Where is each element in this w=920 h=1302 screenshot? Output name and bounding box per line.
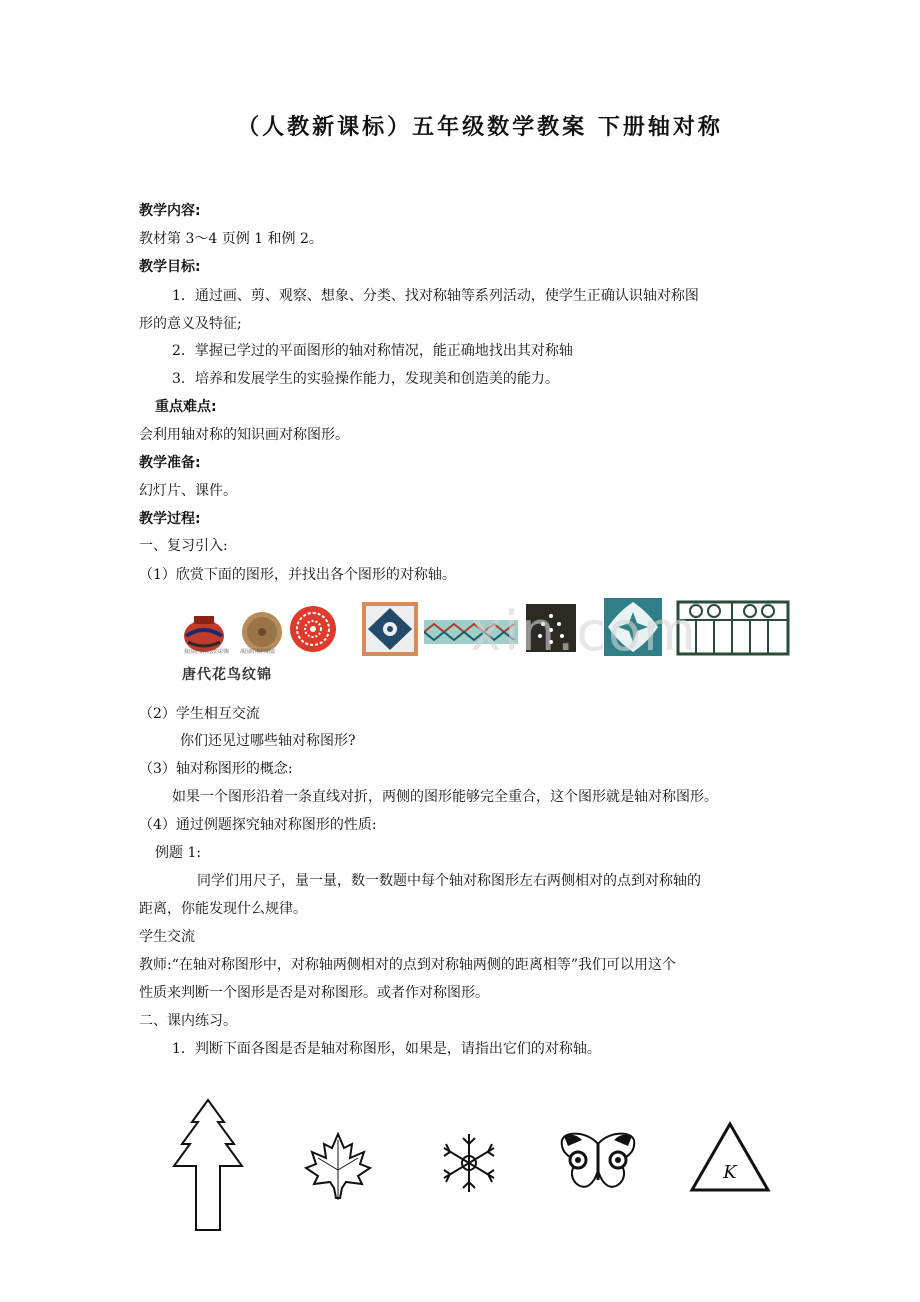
content-text: 教材第 3～4 页例 1 和例 2。 [139,231,323,247]
snowflake-figure [436,1130,502,1196]
butterfly-figure [560,1130,636,1192]
practice-shapes [160,1090,800,1240]
pottery-label: 我国原始社会的彩陶 [184,649,230,655]
triangle-letter: K [723,1162,737,1183]
mirror-label: 战国时期的铜镜 [240,649,276,655]
step-1: （1）欣赏下面的图形，并找出各个图形的对称轴。 [139,567,456,583]
example-1-heading: 例题 1: [155,845,202,861]
goal-3: 3．培养和发展学生的实验操作能力，发现美和创造美的能力。 [172,371,559,387]
key-heading: 重点难点: [155,399,217,415]
triangle-k-figure [688,1120,772,1194]
step-2: （2）学生相互交流 [139,706,260,722]
process-heading: 教学过程: [139,511,201,527]
step-3-definition: 如果一个图形沿着一条直线对折，两侧的图形能够完全重合，这个图形就是轴对称图形。 [172,789,718,805]
tree-arrow-figure [170,1098,246,1234]
example-1-line-b: 距离，你能发现什么规律。 [139,901,307,917]
page-title: （人教新课标）五年级数学教案 下册轴对称 [237,115,723,140]
paper-cut-image [288,604,338,654]
content-heading: 教学内容: [139,203,201,219]
goal-1-line-b: 形的意义及特征; [139,316,242,332]
review-heading: 一、复习引入: [139,538,228,554]
goals-heading: 教学目标: [139,259,201,275]
student-exchange: 学生交流 [139,929,195,945]
prep-heading: 教学准备: [139,455,201,471]
tile-pattern-image [362,602,418,656]
teacher-line-a: 教师:“在轴对称图形中，对称轴两侧相对的点到对称轴两侧的距离相等”我们可以用这个 [139,957,677,973]
goal-1-line-a: 1．通过画、剪、观察、想象、分类、找对称轴等系列活动，使学生正确认识轴对称图 [172,288,699,304]
practice-heading: 二、课内练习。 [139,1013,237,1029]
example-1-line-a: 同学们用尺子，量一量，数一数题中每个轴对称图形左右两侧相对的点到对称轴的 [197,873,701,889]
watermark: xin.com [470,600,698,663]
maple-leaf-figure [302,1130,374,1202]
practice-1: 1．判断下面各图是否是轴对称图形，如果是，请指出它们的对称轴。 [172,1041,601,1057]
goal-2: 2．掌握已学过的平面图形的轴对称情况，能正确地找出其对称轴 [172,343,573,359]
key-text: 会利用轴对称的知识画对称图形。 [139,427,349,443]
step-4: （4）通过例题探究轴对称图形的性质: [139,817,377,833]
step-2-question: 你们还见过哪些轴对称图形? [180,733,356,749]
gallery-caption: 唐代花鸟纹锦 [182,667,272,683]
teacher-line-b: 性质来判断一个图形是否是对称图形。或者作对称图形。 [139,985,489,1001]
step-3: （3）轴对称图形的概念: [139,761,293,777]
prep-text: 幻灯片、课件。 [139,483,237,499]
